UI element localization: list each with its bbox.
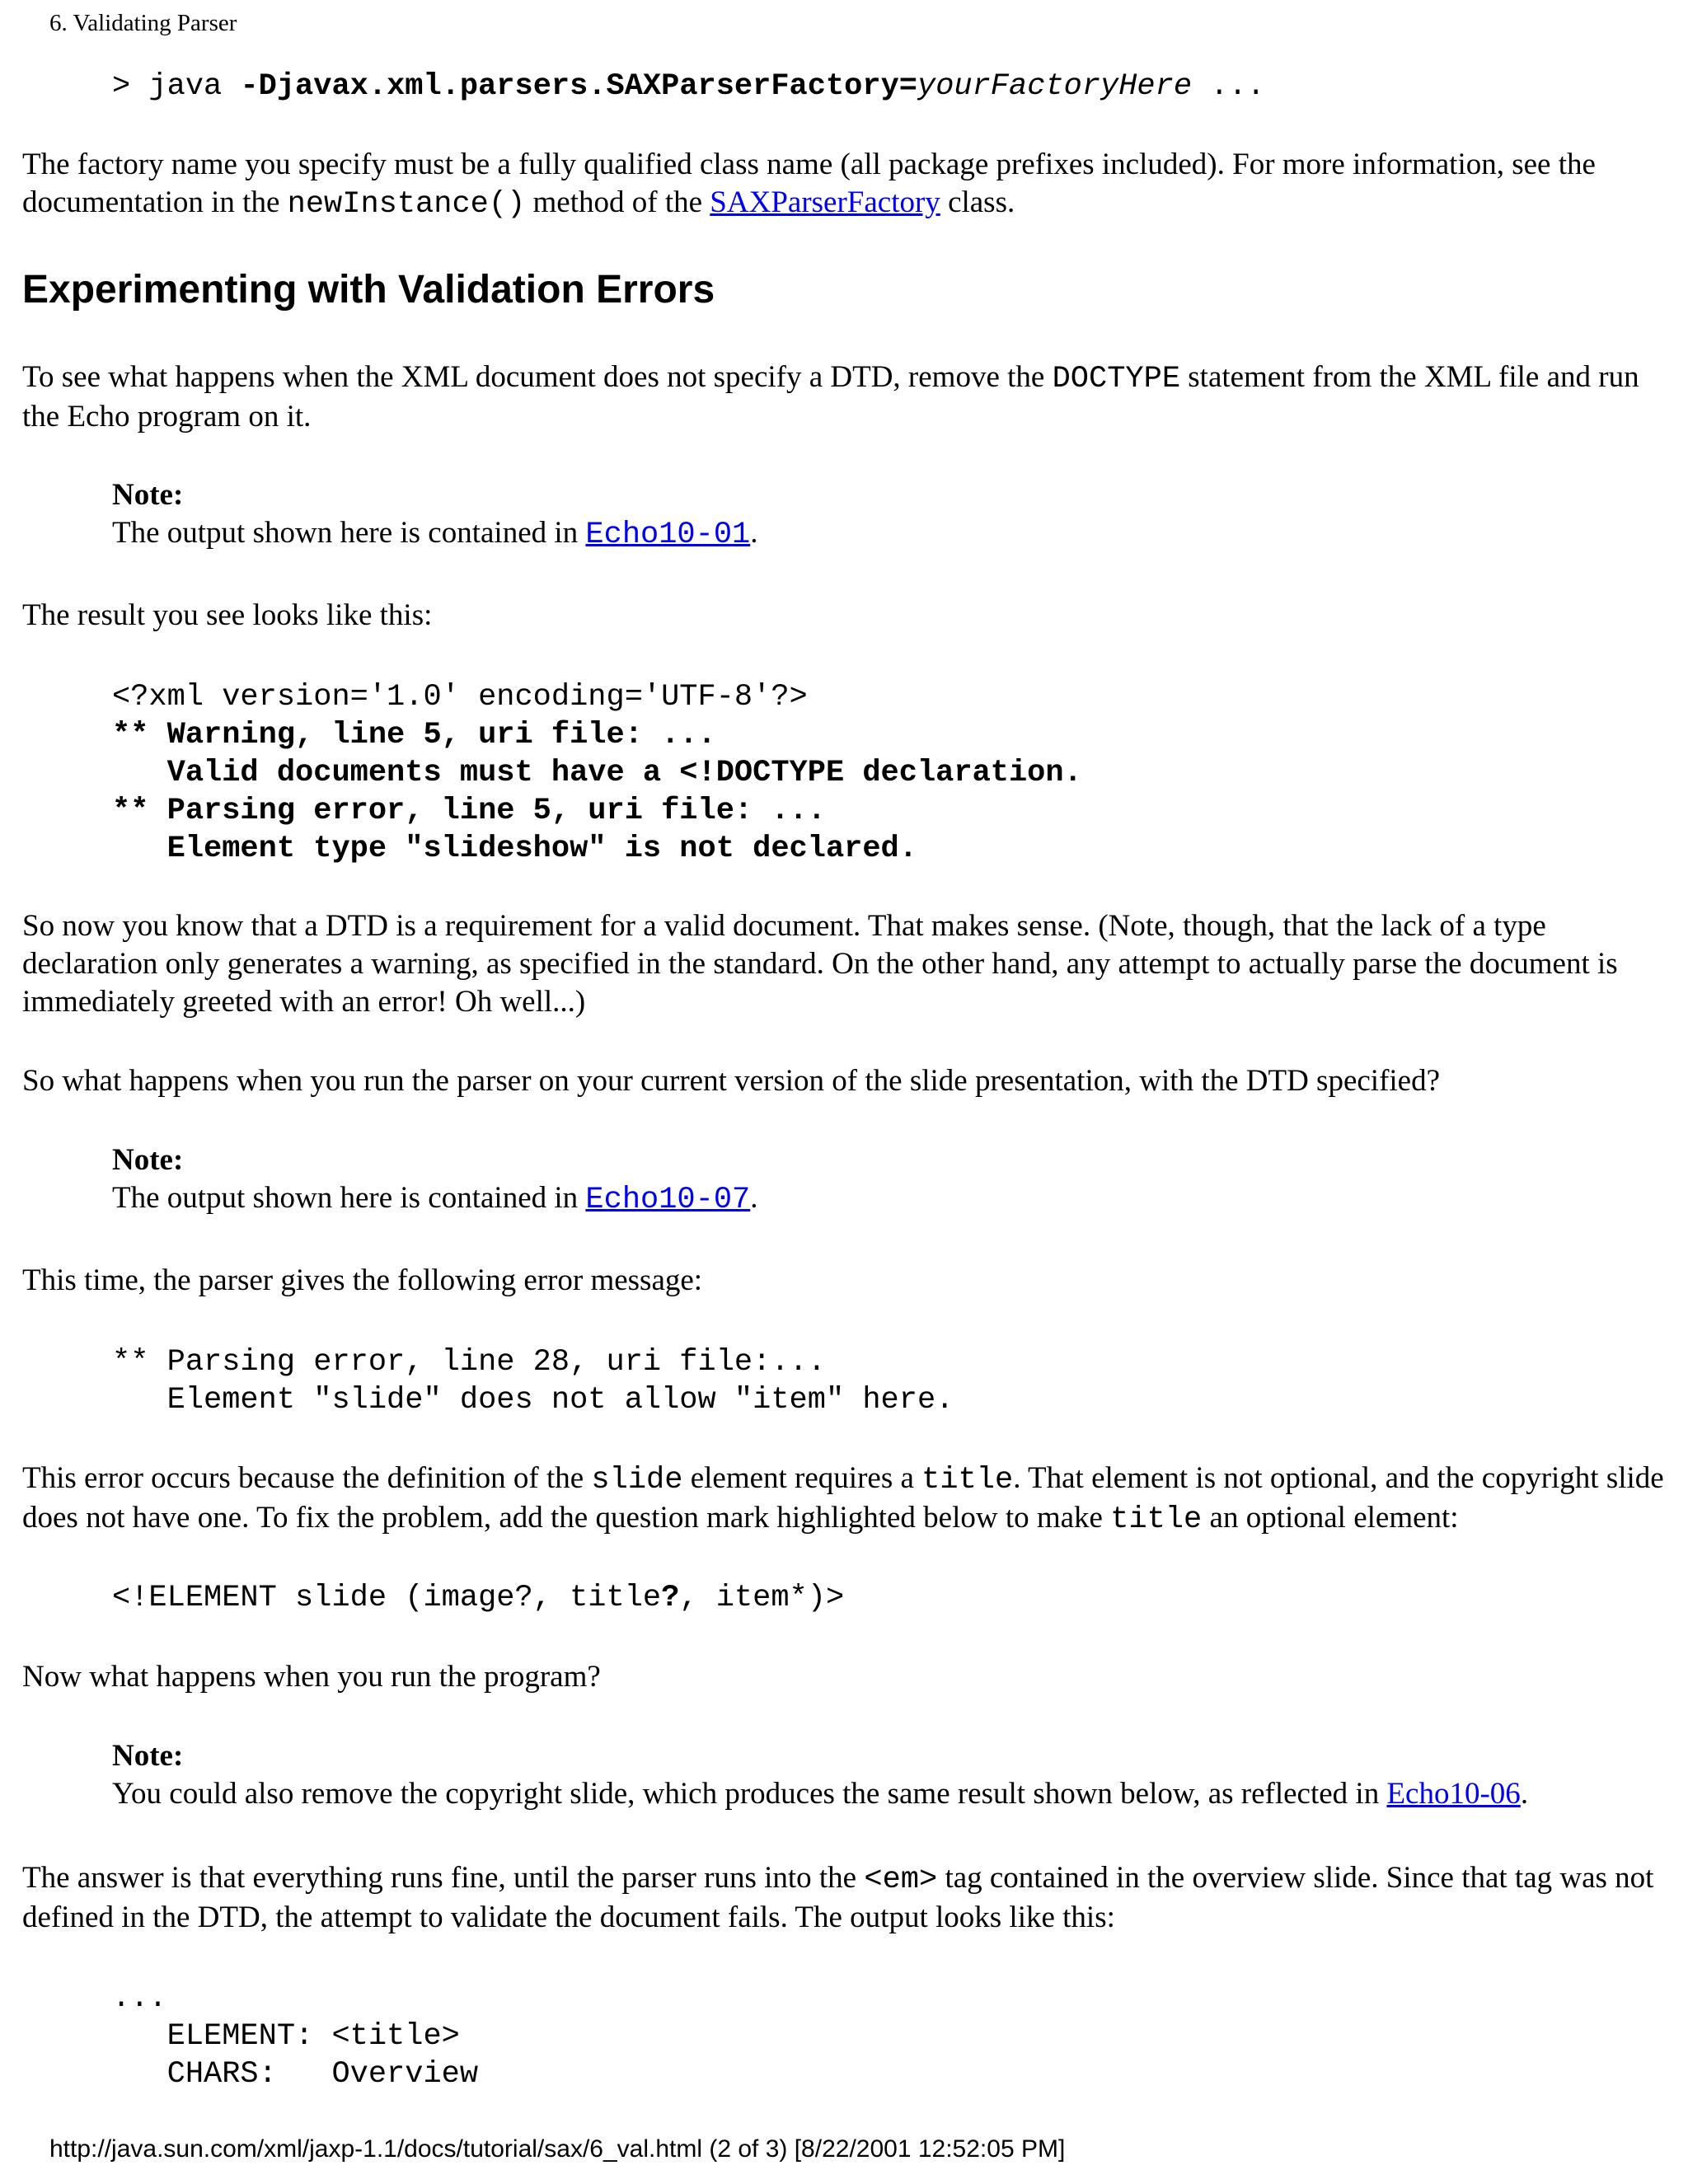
note-echo10-07 [112, 1141, 1667, 1219]
echo10-07-link[interactable]: Echo10-07 [585, 1183, 751, 1217]
output-code: ... ELEMENT: <title> CHARS: Overview [112, 1981, 479, 2092]
paragraph-error-explanation: This error occurs because the definition of the slide element requires a title. That element is not optional, and the copyright slide does not have one. To fix the problem, add the question mark highlighted below to make title an optional element: [22, 1461, 1664, 1537]
question-mark-highlight: ? [661, 1581, 680, 1615]
paragraph-run-program: Now what happens when you run the program? [22, 1660, 601, 1694]
note-text: The output shown here is contained in Echo10-07. [112, 1181, 758, 1217]
page-header: 6. Validating Parser [49, 10, 237, 36]
note-label: Note: [112, 1143, 184, 1177]
paragraph-dtd-requirement: So now you know that a DTD is a requirement for a valid document. That makes sense. (Note, though, that the lack of a type declaration only generates a warning, as specified in the standard. On the other hand, any attempt to actually parse the document is immediately greeted with an error! Oh well...) [22, 909, 1618, 1019]
note-text: The output shown here is contained in Echo10-01. [112, 516, 758, 552]
echo10-01-link[interactable]: Echo10-01 [585, 518, 751, 552]
note-echo10-01 [112, 476, 1667, 554]
paragraph-em-tag: The answer is that everything runs fine, until the parser runs into the <em> tag contained in the overview slide. Since that tag was not defined in the DTD, the attempt to validate the document fails. The output looks like this: [22, 1861, 1654, 1934]
note-echo10-06 [112, 1737, 1667, 1813]
echo10-06-link[interactable]: Echo10-06 [1386, 1777, 1521, 1811]
section-heading: Experimenting with Validation Errors [22, 268, 715, 312]
paragraph-run-with-dtd: So what happens when you run the parser on your current version of the slide presentation, with the DTD specified? [22, 1064, 1441, 1098]
saxparserfactory-link[interactable]: SAXParserFactory [710, 185, 940, 219]
paragraph-result-intro: The result you see looks like this: [22, 598, 433, 632]
command-line-example: > java -Djavax.xml.parsers.SAXParserFactory=yourFactoryHere ... [112, 69, 1265, 104]
note-label: Note: [112, 1739, 184, 1773]
note-text: You could also remove the copyright slide, which produces the same result shown below, as reflected in Echo10-06. [112, 1777, 1529, 1811]
element-declaration-code: <!ELEMENT slide (image?, title?, item*)> [112, 1581, 845, 1615]
parsing-error-code: ** Parsing error, line 28, uri file:... Element "slide" does not allow "item" here. [112, 1345, 954, 1418]
note-label: Note: [112, 478, 184, 512]
paragraph-error-intro: This time, the parser gives the following error message: [22, 1263, 703, 1297]
paragraph-factory-name: The factory name you specify must be a fully qualified class name (all package prefixes included). For more information, see the documentation in the newInstance() method of the SAXParserFactory class. [22, 148, 1596, 222]
warning-output-code: <?xml version='1.0' encoding='UTF-8'?> ** Warning, line 5, uri file: ... Valid documents must have a <!DOCTYPE declaration. ** Parsing error, line 5, uri file: ... Element type "slideshow" is not declared. [112, 680, 1082, 866]
paragraph-no-dtd: To see what happens when the XML document does not specify a DTD, remove the DOCTYPE statement from the XML file and run the Echo program on it. [22, 360, 1639, 434]
page-footer-url: http://java.sun.com/xml/jaxp-1.1/docs/tutorial/sax/6_val.html (2 of 3) [8/22/2001 12:52:05 PM] [49, 2135, 1066, 2163]
